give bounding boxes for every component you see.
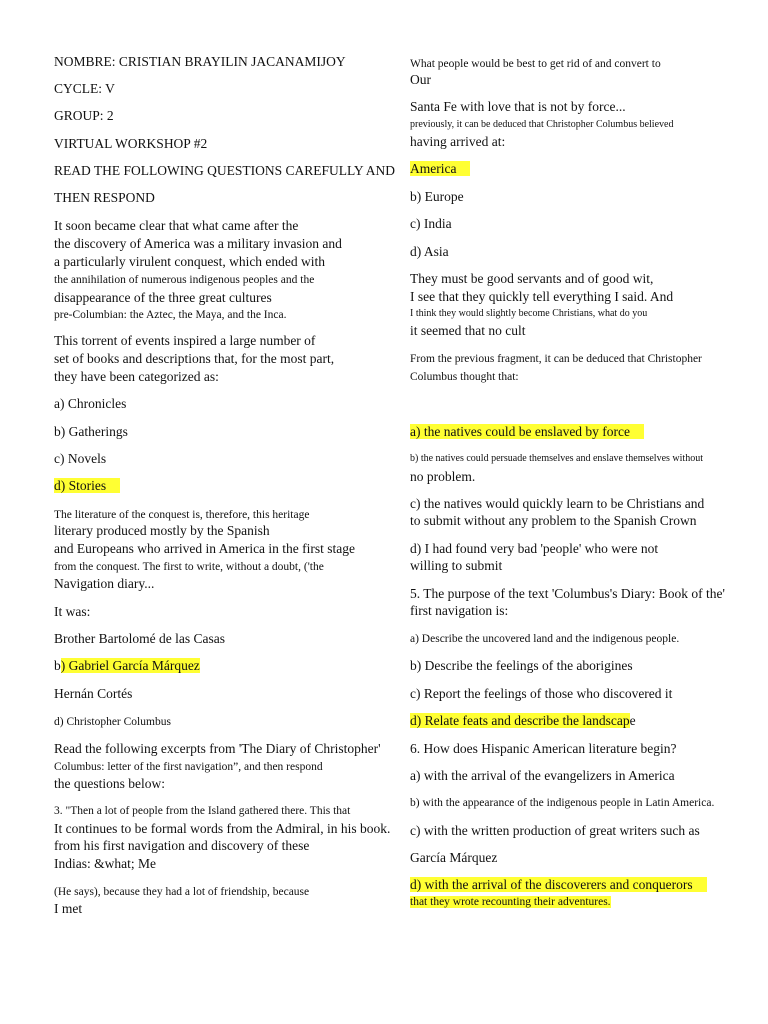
option-a: a) Describe the uncovered land and the indigenous people. [410, 633, 680, 645]
instruction-line-1: READ THE FOLLOWING QUESTIONS CAREFULLY AND [54, 163, 396, 178]
quote-line: 3. "Then a lot of people from the Island gathered there. This that [54, 805, 351, 817]
option-d-highlighted: d) Stories [54, 478, 120, 493]
paragraph-line: they have been categorized as: [54, 369, 219, 384]
option-d: d) Asia [410, 244, 449, 259]
option-a-highlighted: America [410, 161, 470, 176]
quote-line: I see that they quickly tell everything I said. And [410, 289, 674, 304]
paragraph-line: (He says), because they had a lot of friendship, because [54, 886, 310, 898]
paragraph-line: from the conquest. The first to write, without a doubt, ('the [54, 561, 324, 573]
paragraph-line: literary produced mostly by the Spanish [54, 523, 270, 538]
option-b: b) Europe [410, 189, 464, 204]
option-d-rest: e [629, 713, 636, 728]
quote-line: I think they would slightly become Christians, what do you [410, 308, 648, 319]
option-b: b) Describe the feelings of the aborigines [410, 658, 633, 673]
option-b-cont: no problem. [410, 469, 476, 484]
paragraph-line: It soon became clear that what came after the [54, 218, 299, 233]
paragraph-line: Read the following excerpts from 'The Diary of Christopher' [54, 741, 381, 756]
option-d: d) Christopher Columbus [54, 716, 171, 728]
paragraph-line: disappearance of the three great cultures [54, 290, 272, 305]
option-c: c) with the written production of great writers such as [410, 823, 700, 838]
option-c: Hernán Cortés [54, 686, 133, 701]
paragraph-line: Navigation diary... [54, 576, 155, 591]
instruction-line-2: THEN RESPOND [54, 190, 155, 205]
option-a: a) with the arrival of the evangelizers in America [410, 768, 675, 783]
option-d-highlighted: d) Relate feats and describe the landscap [410, 713, 630, 728]
paragraph-line: the annihilation of numerous indigenous peoples and the [54, 274, 315, 286]
student-name: NOMBRE: CRISTIAN BRAYILIN JACANAMIJOY [54, 54, 346, 69]
group-label: GROUP: 2 [54, 108, 114, 123]
option-d [410, 713, 636, 729]
question-line: From the previous fragment, it can be deduced that Christopher [410, 353, 702, 365]
question-title: 5. The purpose of the text 'Columbus's Diary: Book of the' [410, 586, 725, 601]
paragraph-line: the discovery of America was a military invasion and [54, 236, 342, 251]
cycle-label: CYCLE: V [54, 81, 115, 96]
option-c-cont: to submit without any problem to the Spanish Crown [410, 513, 697, 528]
option-b-prefix: b [54, 658, 61, 673]
option-c-cont: García Márquez [410, 850, 498, 865]
option-d-highlighted-cont: that they wrote recounting their adventures. [410, 896, 611, 908]
option-a-highlighted: a) the natives could be enslaved by force [410, 424, 644, 439]
quote-line: it seemed that no cult [410, 323, 526, 338]
paragraph-line: the questions below: [54, 776, 165, 791]
quote-line: It continues to be formal words from the Admiral, in his book. [54, 821, 391, 836]
paragraph-line: I met [54, 901, 83, 916]
question-line: having arrived at: [410, 134, 506, 149]
question-line: previously, it can be deduced that Christopher Columbus believed [410, 119, 674, 130]
option-b [54, 658, 200, 674]
option-a: a) Chronicles [54, 396, 127, 411]
paragraph-line: Columbus: letter of the first navigation”, and then respond [54, 761, 323, 773]
paragraph-line: a particularly virulent conquest, which ended with [54, 254, 326, 269]
option-b: b) the natives could persuade themselves and enslave themselves without [410, 453, 703, 464]
option-b: b) with the appearance of the indigenous people in Latin America. [410, 797, 715, 809]
paragraph-line: pre-Columbian: the Aztec, the Maya, and the Inca. [54, 309, 287, 321]
workshop-title: VIRTUAL WORKSHOP #2 [54, 136, 208, 151]
option-d-cont: willing to submit [410, 558, 503, 573]
quote-line: Our [410, 72, 431, 87]
question-line: Columbus thought that: [410, 371, 519, 383]
paragraph-line: and Europeans who arrived in America in the first stage [54, 541, 356, 556]
paragraph-line: The literature of the conquest is, therefore, this heritage [54, 509, 310, 521]
quote-line: Santa Fe with love that is not by force... [410, 99, 626, 114]
option-c: c) the natives would quickly learn to be Christians and [410, 496, 705, 511]
question-title-cont: first navigation is: [410, 603, 509, 618]
paragraph-line: This torrent of events inspired a large number of [54, 333, 316, 348]
option-c: c) Report the feelings of those who discovered it [410, 686, 673, 701]
option-b: b) Gatherings [54, 424, 128, 439]
question-title: 6. How does Hispanic American literature begin? [410, 741, 677, 756]
it-was-label: It was: [54, 604, 91, 619]
option-b-highlighted: ) Gabriel García Márquez [60, 658, 200, 673]
quote-line: from his first navigation and discovery of these [54, 838, 310, 853]
option-d-highlighted: d) with the arrival of the discoverers and conquerors [410, 877, 707, 892]
option-d: d) I had found very bad 'people' who were not [410, 541, 659, 556]
paragraph-line: set of books and descriptions that, for the most part, [54, 351, 335, 366]
quote-line: What people would be best to get rid of and convert to [410, 58, 661, 70]
option-a: Brother Bartolomé de las Casas [54, 631, 225, 646]
option-c: c) India [410, 216, 452, 231]
quote-line: They must be good servants and of good wit, [410, 271, 654, 286]
option-c: c) Novels [54, 451, 107, 466]
quote-line: Indias: &what; Me [54, 856, 156, 871]
